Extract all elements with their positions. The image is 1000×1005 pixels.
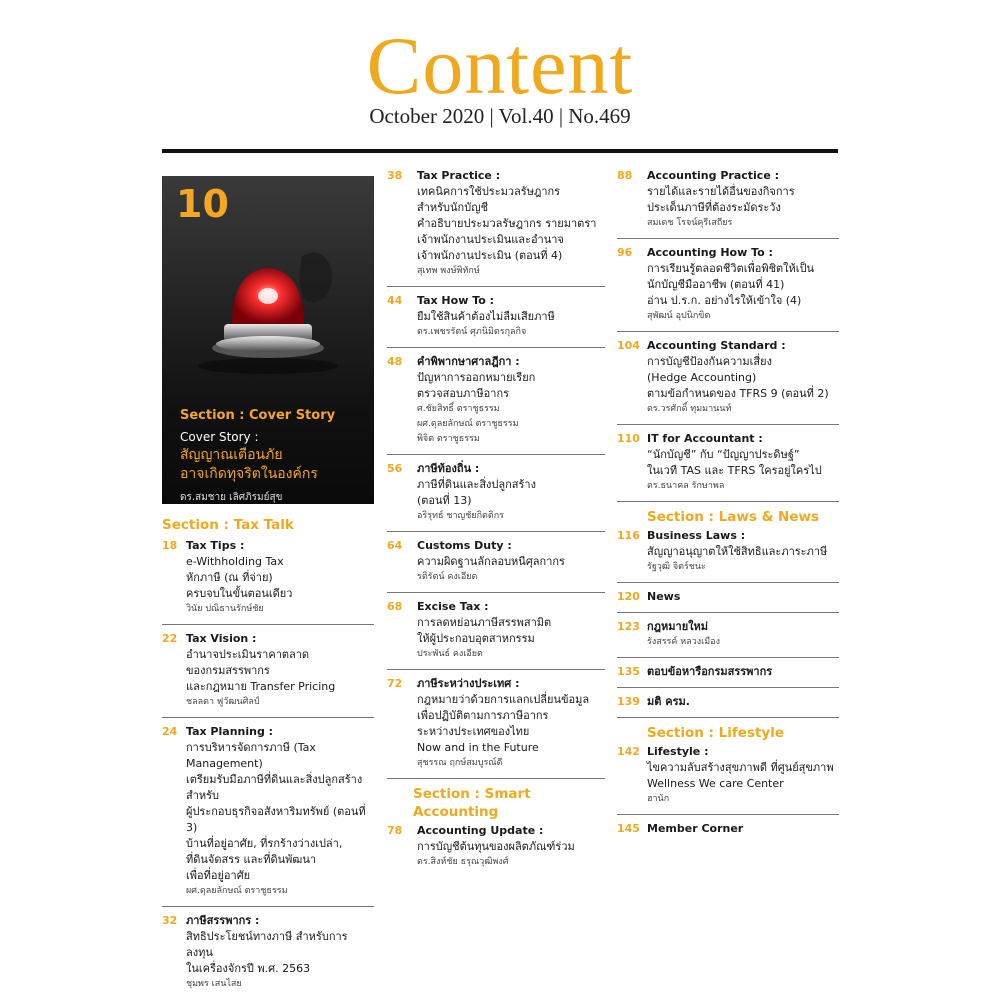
- cover-story-author: ดร.สมชาย เลิศภิรมย์สุข: [180, 492, 283, 503]
- section-laws-news: Section : Laws & News: [647, 509, 819, 525]
- toc-entry[interactable]: 78 Accounting Update : การบัญชีต้นทุนของผลิตภัณฑ์ร่วม ดร.สิงห์ชัย ธรุณวุฒิพงศ์: [387, 824, 575, 867]
- column-right: [617, 168, 839, 850]
- issue-subtitle: October 2020 | Vol.40 | No.469: [369, 104, 631, 128]
- cover-story-title: สัญญาณเตือนภัย อาจเกิดทุจริตในองค์กร: [180, 447, 318, 482]
- column-left: [162, 168, 374, 1005]
- toc-entry[interactable]: 135 ตอบข้อหารือกรมสรรพากร: [617, 664, 839, 688]
- toc-entry[interactable]: 139 มติ ครม.: [617, 694, 839, 718]
- toc-entry[interactable]: 110 IT for Accountant : “นักบัญชี” กับ “ปัญญาประดิษฐ์” ในเวที TAS และ TFRS ใครอยู่ใครไป ดร.ธนาคล รักษาพล: [617, 431, 839, 502]
- toc-entry[interactable]: 88 Accounting Practice : รายได้และรายได้อื่นของกิจการ ประเด็นภาษีที่ต้องระมัดระวัง สมเดช โรจน์คุรีเสถียร: [617, 168, 839, 239]
- toc-entry[interactable]: 18 Tax Tips : e-Withholding Tax หักภาษี (ณ ที่จ่าย) ครบจบในขั้นตอนเดียว วินัย ปณิธานรักษ์ชัย: [162, 538, 374, 625]
- cover-story-label: Cover Story :: [180, 430, 259, 444]
- page-title: Content: [366, 20, 634, 111]
- toc-entry[interactable]: 48 คำพิพากษาศาลฎีกา : ปัญหาการออกหมายเรียก ตรวจสอบภาษีอากร ศ.ชัยสิทธิ์ ตราชูธรรม ผศ.ดุลยลักษณ์ ตราชูธรรม พิจิต ตราชูธรรม: [387, 354, 605, 455]
- toc-entry[interactable]: 24 Tax Planning : การบริหารจัดการภาษี (Tax Management) เตรียมรับมือภาษีที่ดินและสิ่งปลูกสร้างสำหรับ ผู้ประกอบธุรกิจอสังหาริมทรัพย์ (ตอนที่ 3) บ้านที่อยู่อาศัย, ที่รกร้างว่างเปล่า, ที่ดินจัดสรร และที่ดินพัฒนา เพื่อที่อยู่อาศัย ผศ.ดุลยลักษณ์ ตราชูธรรม: [162, 724, 374, 907]
- toc-entry[interactable]: 64 Customs Duty : ความผิดฐานลักลอบหนีศุลกากร รติรัตน์ คงเอียด: [387, 538, 605, 593]
- section-lifestyle: Section : Lifestyle: [647, 725, 784, 741]
- toc-entry[interactable]: 22 Tax Vision : อำนาจประเมินราคาตลาด ของกรมสรรพากร และกฎหมาย Transfer Pricing ชลลดา ฟูวัฒนศิลป์: [162, 631, 374, 718]
- toc-entry[interactable]: 145 Member Corner: [617, 822, 744, 835]
- toc-entry[interactable]: 116 Business Laws : สัญญาอนุญาตให้ใช้สิทธิและภาระภาษี รัฐวุฒิ จิตร์ชนะ: [617, 528, 839, 583]
- toc-entry[interactable]: 38 Tax Practice : เทคนิคการใช้ประมวลรัษฎากร สำหรับนักบัญชี คำอธิบายประมวลรัษฎากร รายมาตรา เจ้าพนักงานประเมินและอำนาจ เจ้าพนักงานประเมิน (ตอนที่ 4) สุเทพ พงษ์พิทักษ์: [387, 168, 605, 287]
- top-divider: [162, 149, 838, 153]
- column-middle: [387, 168, 605, 883]
- cover-page-number: 10: [176, 182, 229, 226]
- toc-entry[interactable]: 68 Excise Tax : การลดหย่อนภาษีสรรพสามิต ให้ผู้ประกอบอุตสาหกรรม ประพันธ์ คงเอียด: [387, 599, 605, 670]
- cover-section-label: Section : Cover Story: [180, 408, 336, 423]
- toc-entry[interactable]: 104 Accounting Standard : การบัญชีป้องกันความเสี่ยง (Hedge Accounting) ตามข้อกำหนดของ TFRS 9 (ตอนที่ 2) ดร.วรศักดิ์ ทุมมานนท์: [617, 338, 839, 425]
- toc-entry[interactable]: 123 กฎหมายใหม่ รังสรรค์ หลวงเมือง: [617, 619, 839, 658]
- toc-entry[interactable]: 44 Tax How To : ยืมใช้สินค้าต้องไม่ลืมเสียภาษี ดร.เพชรรัตน์ ศุภนิมิตรกุลกิจ: [387, 293, 605, 348]
- siren-icon: [162, 216, 374, 396]
- toc-entry[interactable]: 56 ภาษีท้องถิ่น : ภาษีที่ดินและสิ่งปลูกสร้าง (ตอนที่ 13) อริรุทธ์ ชาญชัยกิตติกร: [387, 461, 605, 532]
- section-tax-talk: Section : Tax Talk: [162, 517, 294, 533]
- toc-entry[interactable]: 142 Lifestyle : ไขความลับสร้างสุขภาพดี ที่ศูนย์สุขภาพ Wellness We care Center ฮานัก: [617, 744, 839, 815]
- cover-story-image[interactable]: [162, 176, 374, 504]
- toc-entry[interactable]: 96 Accounting How To : การเรียนรู้ตลอดชีวิตเพื่อพิชิตให้เป็น นักบัญชีมืออาชีพ (ตอนที่ 41) อ่าน ป.ร.ก. อย่างไรให้เข้าใจ (4) สุพัฒน์ อุปนิกขิต: [617, 245, 839, 332]
- toc-entry[interactable]: 32 ภาษีสรรพากร : สิทธิประโยชน์ทางภาษี สำหรับการลงทุน ในเครื่องจักรปี พ.ศ. 2563 ชุมพร เสนไสย: [162, 914, 348, 989]
- section-smart-accounting: Section : Smart Accounting: [413, 786, 531, 820]
- toc-entry[interactable]: 72 ภาษีระหว่างประเทศ : กฎหมายว่าด้วยการแลกเปลี่ยนข้อมูล เพื่อปฏิบัติตามการภาษีอากร ระหว่างประเทศของไทย Now and in the Future สุชรรณ ฤกษ์สมบูรณ์ดี: [387, 676, 605, 779]
- toc-entry[interactable]: 120 News: [617, 589, 839, 613]
